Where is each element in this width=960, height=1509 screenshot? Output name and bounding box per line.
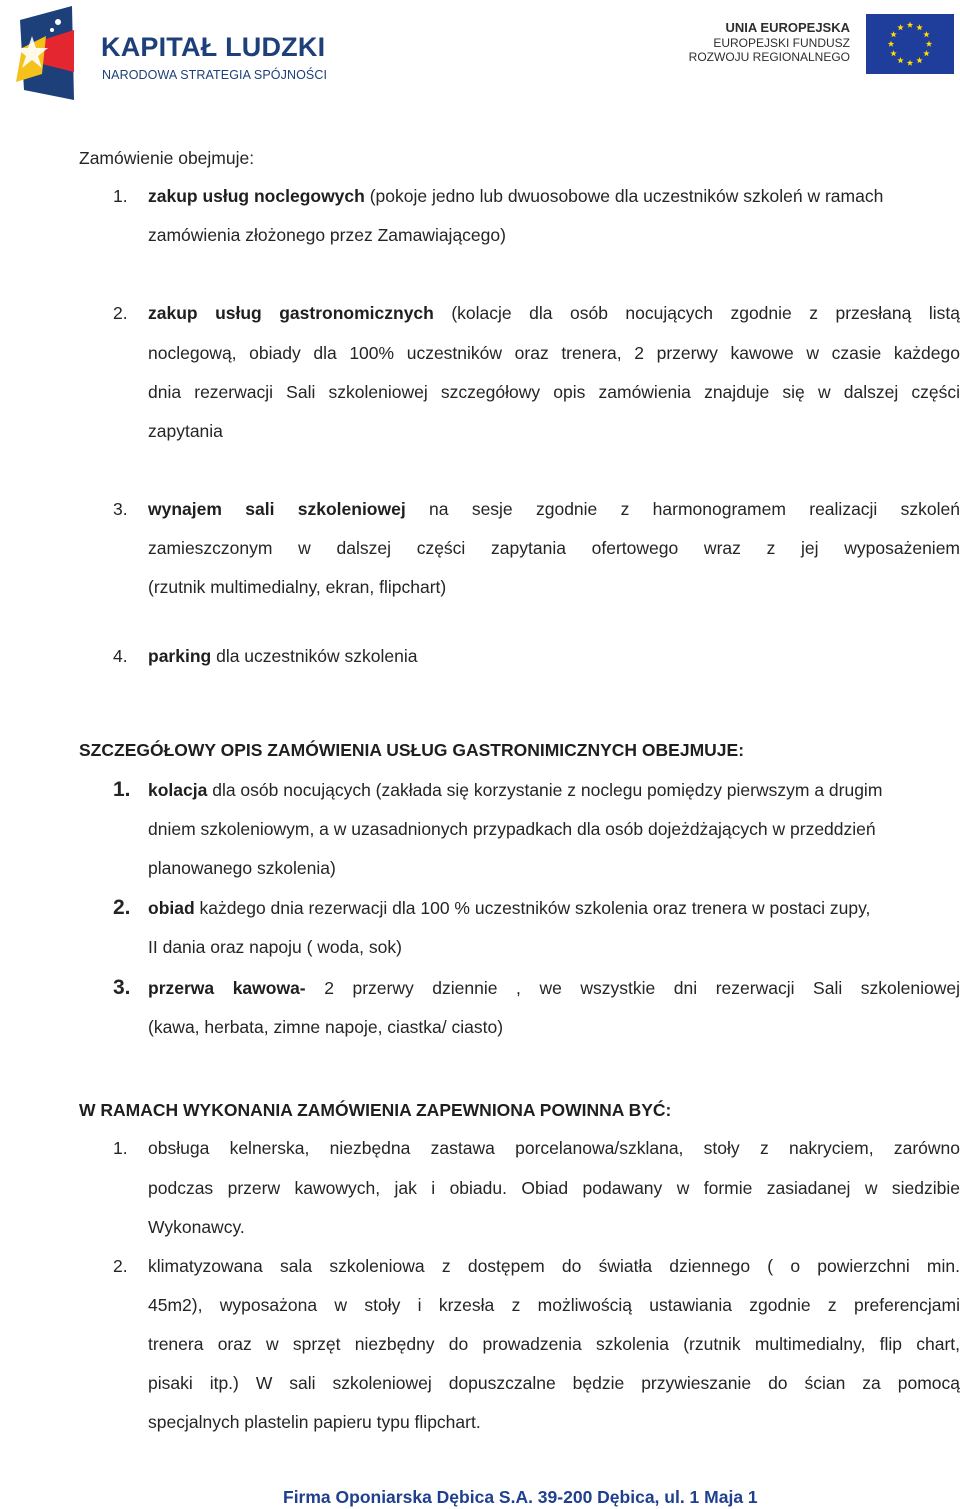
section-heading-service: W RAMACH WYKONANIA ZAMÓWIENIA ZAPEWNIONA POWINNA BYĆ:	[79, 1100, 672, 1120]
eu-flag-icon	[866, 14, 954, 74]
eu-logo-text	[689, 20, 850, 64]
service-item-2-line5: specjalnych plastelin papieru typu flipchart.	[148, 1412, 481, 1432]
eu-logo	[688, 8, 954, 74]
order-item-3-line3: (rzutnik multimedialny, ekran, flipchart)	[148, 577, 447, 597]
service-item-1-line1: obsługa kelnerska, niezbędna zastawa porcelanowa/szklana, stoły z nakryciem, zarówno	[148, 1138, 960, 1158]
gastro-item-number: 3.	[113, 976, 131, 999]
order-item-4-text: dla uczestników szkolenia	[211, 646, 418, 666]
kapital-ludzki-flag-icon	[6, 2, 98, 106]
gastro-item-1-text: dla osób nocujących (zakłada się korzystanie z noclegu pomiędzy pierwszym a drugim	[207, 780, 883, 800]
logo-title: KAPITAŁ LUDZKI	[101, 32, 326, 62]
service-item-number: 1.	[113, 1138, 128, 1158]
order-item-3-title: wynajem sali szkoleniowej	[148, 499, 406, 519]
order-item-4-title: parking	[148, 646, 212, 666]
order-item-2-line3: dnia rezerwacji Sali szkoleniowej szczegółowy opis zamówienia znajduje się w dalszej części	[148, 382, 960, 402]
order-item-1-text: (pokoje jedno lub dwuosobowe dla uczestników szkoleń w ramach	[364, 186, 884, 206]
intro-text: Zamówienie obejmuje:	[79, 148, 255, 168]
gastro-item-1-line2: dniem szkoleniowym, a w uzasadnionych przypadkach dla osób dojeżdżających w przeddzień	[148, 819, 876, 839]
service-item-2-line1: klimatyzowana sala szkoleniowa z dostępem do światła dziennego ( o powierzchni min.	[148, 1256, 960, 1276]
order-item-number: 3.	[113, 499, 128, 519]
eu-logo-line1: UNIA EUROPEJSKA	[725, 20, 850, 35]
order-item-2-line4: zapytania	[148, 421, 223, 441]
order-item-3-line2: zamieszczonym w dalszej części zapytania ofertowego wraz z jej wyposażeniem	[148, 538, 960, 558]
footer-address: Firma Oponiarska Dębica S.A. 39-200 Dębica, ul. 1 Maja 1	[283, 1487, 758, 1507]
gastro-item-3-line2: (kawa, herbata, zimne napoje, ciastka/ ciasto)	[148, 1017, 504, 1037]
service-item-2-line2: 45m2), wyposażona w stoły i krzesła z możliwością ustawiania zgodnie z preferencjami	[148, 1295, 960, 1315]
order-item-3-line1	[148, 499, 960, 519]
gastro-item-3-text: 2 przerwy dziennie , we wszystkie dni rezerwacji Sali szkoleniowej	[324, 978, 960, 998]
eu-logo-line2: EUROPEJSKI FUNDUSZ	[713, 36, 850, 50]
gastro-item-2-title: obiad	[148, 898, 195, 918]
service-item-2-line4: pisaki itp.) W sali szkoleniowej dopuszczalne będzie przywieszanie do ścian za pomocą	[148, 1373, 960, 1393]
order-item-2-title: zakup usług gastronomicznych	[148, 303, 434, 323]
order-item-2-line1	[148, 303, 960, 323]
logo-subtitle: NARODOWA STRATEGIA SPÓJNOŚCI	[102, 68, 328, 82]
service-item-1-line2: podczas przerw kawowych, jak i obiadu. Obiad podawany w formie zasiadanej w siedzibie	[148, 1178, 960, 1198]
order-item-4-line1	[148, 646, 417, 666]
order-item-2-line2: noclegową, obiady dla 100% uczestników oraz trenera, 2 przerwy kawowe w czasie każdego	[148, 343, 960, 363]
order-item-number: 1.	[113, 186, 128, 206]
gastro-item-number: 2.	[113, 896, 131, 919]
order-item-1-line2: zamówienia złożonego przez Zamawiającego)	[148, 225, 506, 245]
gastro-item-2-line1	[148, 898, 870, 918]
gastro-item-3-line1	[148, 978, 960, 998]
eu-logo-line3: ROZWOJU REGIONALNEGO	[688, 50, 850, 64]
kapital-ludzki-logo	[6, 2, 336, 106]
order-item-number: 2.	[113, 303, 128, 323]
order-item-3-text: na sesje zgodnie z harmonogramem realizacji szkoleń	[429, 499, 960, 519]
order-item-1-line1	[148, 186, 883, 206]
gastro-item-1-line1	[148, 780, 882, 800]
order-item-2-text: (kolacje dla osób nocujących zgodnie z przesłaną listą	[451, 303, 960, 323]
section-heading-gastro: SZCZEGÓŁOWY OPIS ZAMÓWIENIA USŁUG GASTRONIMICZNYCH OBEJMUJE:	[79, 740, 745, 760]
gastro-item-number: 1.	[113, 778, 131, 801]
service-item-2-line3: trenera oraz w sprzęt niezbędny do prowadzenia szkolenia (rzutnik multimedialny, flip chart,	[148, 1334, 960, 1354]
service-item-number: 2.	[113, 1256, 128, 1276]
gastro-item-1-line3: planowanego szkolenia)	[148, 858, 336, 878]
gastro-item-2-line2: II dania oraz napoju ( woda, sok)	[148, 937, 402, 957]
service-item-1-line3: Wykonawcy.	[148, 1217, 245, 1237]
order-item-1-title: zakup usług noclegowych	[148, 186, 365, 206]
gastro-item-2-text: każdego dnia rezerwacji dla 100 % uczestników szkolenia oraz trenera w postaci zupy,	[194, 898, 871, 918]
gastro-item-1-title: kolacja	[148, 780, 208, 800]
gastro-item-3-title: przerwa kawowa-	[148, 978, 306, 998]
order-item-number: 4.	[113, 646, 128, 666]
